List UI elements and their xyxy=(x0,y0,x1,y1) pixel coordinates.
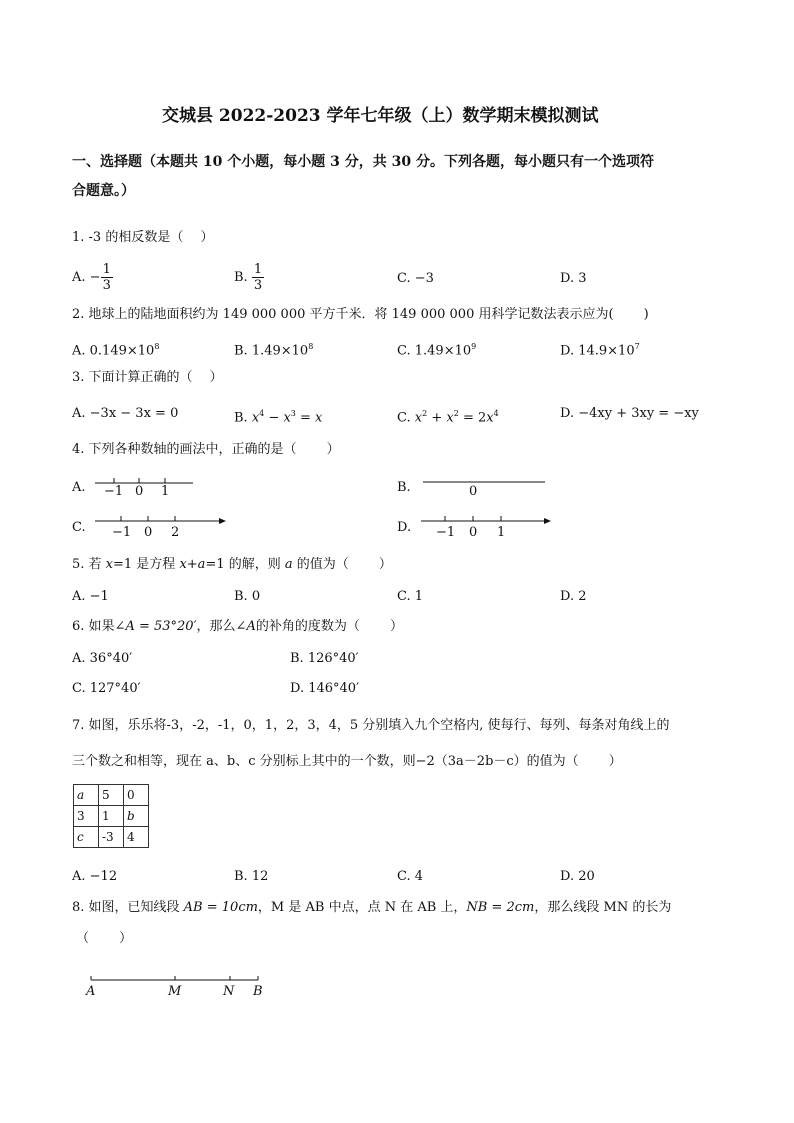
page-title: 交城县 2022-2023 学年七年级（上）数学期末模拟测试 xyxy=(162,106,599,126)
q7-option-d: D. 20 xyxy=(560,869,595,884)
q8-line2: （ ） xyxy=(76,931,133,946)
q7-line1: 7. 如图，乐乐将-3，-2，-1，0，1，2，3，4，5 分别填入九个空格内, 使每行、每列、每条对角线上的 xyxy=(72,718,670,733)
grid-cell: 5 xyxy=(99,785,124,806)
q2-option-b: B. $1.49\times 10^8$ xyxy=(234,342,314,359)
grid-cell: b xyxy=(124,806,149,827)
q8-line1: 8. 如图，已知线段 AB = 10cm，M 是 AB 中点，点 N 在 AB 上，NB = 2cm，那么线段 MN 的长为 xyxy=(72,900,672,915)
q4-a-tick-1: −1 xyxy=(104,484,124,499)
q1-option-d: D. 3 xyxy=(560,271,587,286)
q6-option-a: A. 36°40′ xyxy=(72,651,133,666)
q3-option-a: A. −3x − 3x = 0 xyxy=(72,406,179,421)
q4-option-d-label: D. xyxy=(397,520,412,535)
section-header-line2: 合题意。） xyxy=(72,183,135,199)
q7-option-b: B. 12 xyxy=(234,869,269,884)
q4-option-b-label: B. xyxy=(397,480,411,495)
q3-option-d: D. −4xy + 3xy = −xy xyxy=(560,406,699,421)
q4-stem: 4. 下列各种数轴的画法中，正确的是（ ） xyxy=(72,442,340,457)
q7-option-c: C. 4 xyxy=(397,869,424,884)
q4-c-tick-3: 2 xyxy=(171,525,180,540)
q3-stem: 3. 下面计算正确的（ ） xyxy=(72,370,223,385)
magic-square-grid xyxy=(73,784,149,848)
q7-line2: 三个数之和相等，现在 a、b、c 分别标上其中的一个数，则−2（3a－2b－c）的值为（ ） xyxy=(72,754,622,769)
q5-option-c: C. 1 xyxy=(397,589,424,604)
grid-cell: 1 xyxy=(99,806,124,827)
q8-point-n: N xyxy=(223,984,235,999)
q4-a-tick-3: 1 xyxy=(161,484,170,499)
q3-option-c: C. $x^2 + x^2 = 2x^4$ xyxy=(397,409,499,426)
q6-option-b: B. 126°40′ xyxy=(290,651,359,666)
q4-option-c-label: C. xyxy=(72,520,86,535)
q5-option-a: A. −1 xyxy=(72,589,109,604)
q5-stem: 5. 若 x=1 是方程 x+a=1 的解，则 a 的值为（ ） xyxy=(72,557,392,572)
grid-cell: 0 xyxy=(124,785,149,806)
q2-option-a: A. $0.149\times 10^8$ xyxy=(72,342,160,359)
q8-point-b: B xyxy=(253,984,263,999)
q1-option-b: B. $\frac{1}{3}$ xyxy=(234,262,263,293)
q4-d-tick-1: −1 xyxy=(436,525,456,540)
q4-a-tick-2: 0 xyxy=(135,484,144,499)
q4-numberline-b xyxy=(420,476,550,496)
q1-option-c: C. −3 xyxy=(397,271,434,286)
q4-d-tick-2: 0 xyxy=(469,525,478,540)
q6-option-c: C. 127°40′ xyxy=(72,681,141,696)
grid-cell: a xyxy=(74,785,99,806)
q4-b-tick-1: 0 xyxy=(469,484,478,499)
q7-option-a: A. −12 xyxy=(72,869,118,884)
q8-point-a: A xyxy=(86,984,96,999)
q2-stem: 2. 地球上的陆地面积约为 149 000 000 平方千米．将 149 000 000 用科学记数法表示应为( ) xyxy=(72,307,649,322)
q6-option-d: D. 146°40′ xyxy=(290,681,360,696)
q4-c-tick-2: 0 xyxy=(144,525,153,540)
q1-option-a: A. − $\frac{1}{3}$ xyxy=(72,262,111,293)
grid-cell: 4 xyxy=(124,827,149,848)
grid-cell: c xyxy=(74,827,99,848)
q4-d-tick-3: 1 xyxy=(497,525,506,540)
q2-option-d: D. $14.9\times 10^7$ xyxy=(560,342,640,359)
q2-option-c: C. $1.49\times 10^9$ xyxy=(397,342,477,359)
grid-cell: 3 xyxy=(74,806,99,827)
q3-option-b: B. $x^4 - x^3 = x$ xyxy=(234,409,323,426)
grid-cell: -3 xyxy=(99,827,124,848)
q5-option-d: D. 2 xyxy=(560,589,587,604)
q4-option-a-label: A. xyxy=(72,480,86,495)
q6-stem: 6. 如果∠A = 53°20′，那么∠A的补角的度数为（ ） xyxy=(72,619,403,634)
q4-c-tick-1: −1 xyxy=(112,525,132,540)
q8-point-m: M xyxy=(168,984,182,999)
q5-option-b: B. 0 xyxy=(234,589,261,604)
section-header-line1: 一、选择题（本题共 10 个小题，每小题 3 分，共 30 分。下列各题，每小题只有一个选项符 xyxy=(72,154,654,170)
q1-stem: 1. -3 的相反数是（ ） xyxy=(72,230,214,245)
